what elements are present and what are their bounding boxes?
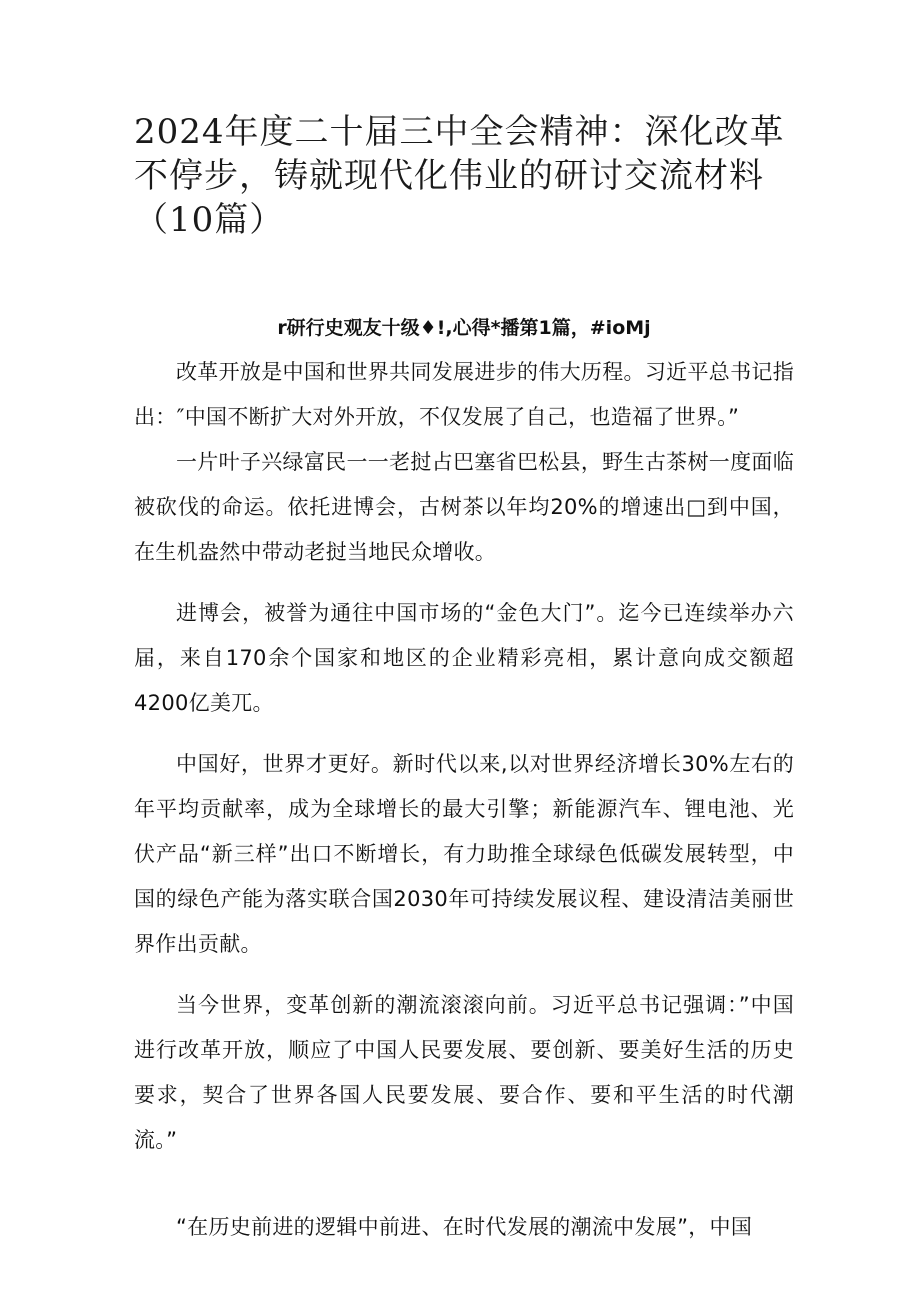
- paragraph: 中国好，世界才更好。新时代以来,以对世界经济增长30%左右的年平均贡献率，成为全球增长的最大引擎；新能源汽车、锂电池、光伏产品“新三样”出口不断增长，有力助推全球绿色低碳发展转型，中国的绿色产能为落实联合国2030年可持续发展议程、建设清洁美丽世界作出贡献。: [134, 752, 794, 956]
- section-heading: r研行史观友十级♦!,心得*播第1篇，#ioMj: [277, 317, 651, 339]
- paragraph: 改革开放是中国和世界共同发展进步的伟大历程。习近平总书记指出：″中国不断扩大对外开放，不仅发展了自己，也造福了世界。”: [134, 360, 794, 429]
- document-title: 2024年度二十届三中全会精神：深化改革不停步，铸就现代化伟业的研讨交流材料（10篇）: [134, 112, 785, 240]
- paragraph: 进博会，被誉为通往中国市场的“金色大门”。迄今已连续举办六届，来自170余个国家和地区的企业精彩亮相，累计意向成交额超4200亿美兀。: [134, 601, 794, 715]
- paragraph: “在历史前进的逻辑中前进、在时代发展的潮流中发展”，中国: [176, 1215, 753, 1239]
- paragraph: 一片叶子兴绿富民一一老挝占巴塞省巴松县，野生古茶树一度面临被砍伐的命运。依托进博会，古树茶以年均20%的增速出□到中国，在生机盎然中带动老挝当地民众增收。: [134, 450, 794, 564]
- document-body: [134, 350, 794, 1250]
- paragraph: 当今世界，变革创新的潮流滚滚向前。习近平总书记强调：”中国进行改革开放，顺应了中国人民要发展、要创新、要美好生活的历史要求，契合了世界各国人民要发展、要合作、要和平生活的时代潮流。”: [134, 993, 794, 1152]
